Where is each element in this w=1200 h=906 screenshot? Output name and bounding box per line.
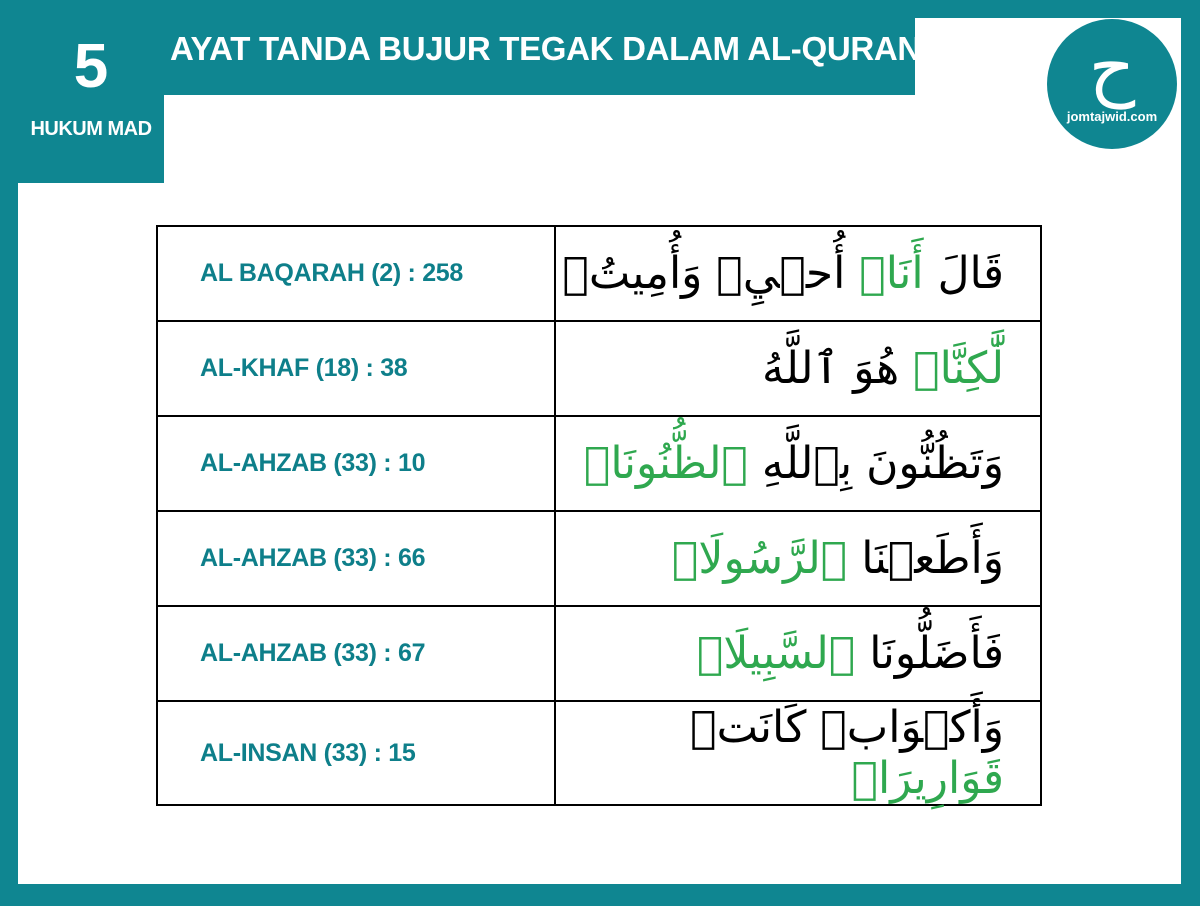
verse-segment: وَأَطَعۡنَا xyxy=(847,533,1004,584)
page-title: AYAT TANDA BUJUR TEGAK DALAM AL-QURAN xyxy=(170,30,921,67)
mad-highlight: ٱلظُّنُونَا۠ xyxy=(583,438,748,489)
surah-reference: AL-AHZAB (33) : 66 xyxy=(157,511,555,606)
surah-reference: AL BAQARAH (2) : 258 xyxy=(157,226,555,321)
logo xyxy=(1047,19,1177,149)
table-row xyxy=(157,321,1041,416)
surah-reference: AL-AHZAB (33) : 67 xyxy=(157,606,555,701)
mad-highlight: ٱلسَّبِيلَا۠ xyxy=(696,628,856,679)
section-label: HUKUM MAD xyxy=(30,118,152,140)
section-badge xyxy=(18,18,164,183)
table-row xyxy=(157,416,1041,511)
verse-text xyxy=(555,511,1041,606)
verse-segment: وَتَظُنُّونَ بِٱللَّهِ xyxy=(747,438,1004,489)
table-row xyxy=(157,606,1041,701)
verse-text xyxy=(555,416,1041,511)
arabic-letter-ha-icon: ح xyxy=(1088,25,1136,109)
surah-reference: AL-KHAF (18) : 38 xyxy=(157,321,555,416)
verse-segment: هُوَ ٱللَّهُ xyxy=(761,343,914,394)
ayat-table xyxy=(156,225,1042,806)
verse-segment: قَالَ xyxy=(923,248,1004,299)
verse-segment: أُحۡيِۦ وَأُمِيتُۖ xyxy=(562,248,860,299)
surah-reference: AL-AHZAB (33) : 10 xyxy=(157,416,555,511)
table-row xyxy=(157,701,1041,805)
verse-text xyxy=(555,321,1041,416)
table-row xyxy=(157,226,1041,321)
surah-reference: AL-INSAN (33) : 15 xyxy=(157,701,555,805)
mad-highlight: أَنَا۠ xyxy=(859,248,924,299)
verse-text xyxy=(555,606,1041,701)
verse-segment: فَأَضَلُّونَا xyxy=(855,628,1004,679)
mad-highlight: قَوَارِيرَا۠ xyxy=(851,753,1004,804)
table-row xyxy=(157,511,1041,606)
verse-text xyxy=(555,226,1041,321)
logo-site-name: jomtajwid.com xyxy=(1066,109,1158,124)
verse-segment: وَأَكۡوَابٖ كَانَتۡ xyxy=(690,702,1004,753)
mad-highlight: ٱلرَّسُولَا۠ xyxy=(672,533,848,584)
verse-text xyxy=(555,701,1041,805)
mad-highlight: لَّٰكِنَّا۠ xyxy=(913,343,1004,394)
section-number: 5 xyxy=(73,32,109,101)
